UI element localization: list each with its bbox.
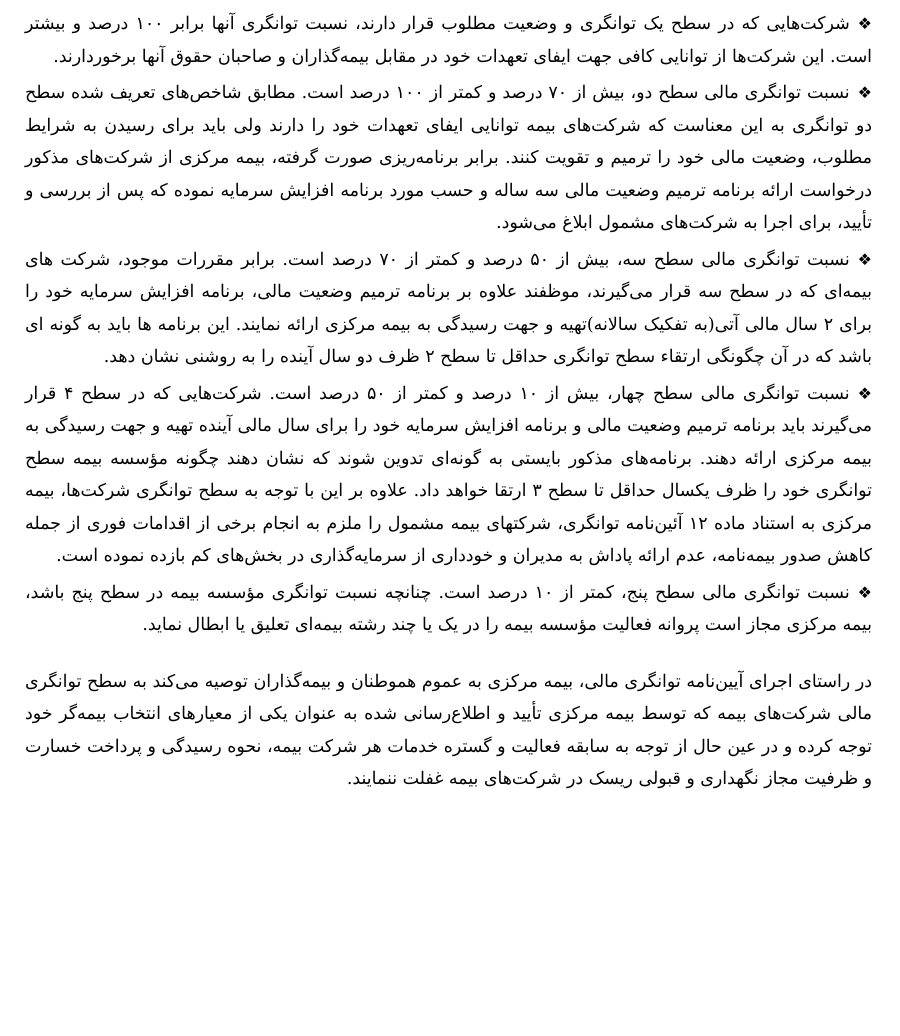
diamond-bullet-icon: ❖ [857, 14, 873, 33]
diamond-bullet-icon: ❖ [857, 383, 872, 403]
diamond-bullet-icon: ❖ [857, 249, 873, 269]
bullet-level-three [25, 244, 872, 374]
bullet-level-two [25, 77, 872, 240]
paragraph-spacer [25, 646, 872, 666]
bullet-level-four [25, 378, 872, 573]
bullet-level-one [25, 8, 872, 73]
bullet-level-three-text: نسبت توانگری مالی سطح سه، بیش از ۵۰ درصد و کمتر از ۷۰ درصد است. برابر مقررات موجود، شرکت های بیمه‌ای که در سطح سه قرار می‌گیرند، موظفند علاوه بر برنامه ترمیم وضعیت مالی، برنامه افزایش سرمایه خود را برای ۲ سال مالی آتی(به تفکیک سالانه)تهیه و جهت رسیدگی به بیمه مرکزی ارائه نمایند. این برنامه ها باید به گونه ای باشد که در آن چگونگی ارتقاء سطح توانگری حداقل تا سطح ۲ ظرف دو سال آینده را به روشنی نشان دهد. [25, 249, 872, 367]
closing-paragraph: در راستای اجرای آیین‌نامه توانگری مالی، بیمه مرکزی به عموم هموطنان و بیمه‌گذاران توصیه می‌کند به سطح توانگری مالی شرکت‌های بیمه که توسط بیمه مرکزی تأیید و اطلاع‌رسانی شده به عنوان یکی از معیارهای انتخاب بیمه‌گر خود توجه کرده و در عین حال از توجه به سابقه فعالیت و گستره خدمات هر شرکت بیمه، نحوه رسیدگی و پرداخت خسارت و ظرفیت مجاز نگهداری و قبولی ریسک در شرکت‌های بیمه غفلت ننمایند. [25, 671, 872, 789]
diamond-bullet-icon: ❖ [857, 83, 872, 102]
bullet-level-one-text: شرکت‌هایی که در سطح یک توانگری و وضعیت مطلوب قرار دارند، نسبت توانگری آنها برابر ۱۰۰ درصد و بیشتر است. این شرکت‌ها از توانایی کافی جهت ایفای تعهدات خود در مقابل بیمه‌گذاران و صاحبان حقوق آنها برخوردارند. [25, 14, 872, 67]
bullet-level-two-text: نسبت توانگری مالی سطح دو، بیش از ۷۰ درصد و کمتر از ۱۰۰ درصد است. مطابق شاخص‌های تعریف شده سطح دو توانگری به این معناست که شرکت‌های بیمه توانایی ایفای تعهدات خود را دارند ولی باید برای رسیدن به شرایط مطلوب، وضعیت مالی خود را ترمیم و تقویت کنند. برابر برنامه‌ریزی صورت گرفته، بیمه مرکزی از شرکت‌های مذکور درخواست ارائه برنامه ترمیم وضعیت مالی سه ساله و حسب مورد برنامه افزایش سرمایه نموده که پس از بررسی و تأیید، برای اجرا به شرکت‌های مشمول ابلاغ می‌شود. [25, 83, 872, 233]
bullet-level-five [25, 577, 872, 642]
bullet-level-four-text: نسبت توانگری مالی سطح چهار، بیش از ۱۰ درصد و کمتر از ۵۰ درصد است. شرکت‌هایی که در سطح ۴ قرار می‌گیرند باید برنامه ترمیم وضعیت مالی و برنامه افزایش سرمایه خود را برای سال مالی آینده تهیه و جهت رسیدگی به بیمه مرکزی ارائه دهند. برنامه‌های مذکور بایستی به گونه‌ای تدوین شوند که نشان دهند چگونه مؤسسه بیمه سطح توانگری خود را ظرف یکسال حداقل تا سطح ۳ ارتقا خواهد داد. علاوه بر این با توجه به سطح توانگری شرکت‌ها، بیمه مرکزی به استناد ماده ۱۲ آئین‌نامه توانگری، شرکتهای بیمه مشمول را ملزم به انجام برخی از اقدامات فوری از جمله کاهش صدور بیمه‌نامه، عدم ارائه پاداش به مدیران و خودداری از سرمایه‌گذاری در بخش‌های کم بازده نموده است. [25, 383, 872, 566]
bullet-level-five-text: نسبت توانگری مالی سطح پنج، کمتر از ۱۰ درصد است. چنانچه نسبت توانگری مؤسسه بیمه در سطح پنج باشد، بیمه مرکزی مجاز است پروانه فعالیت مؤسسه بیمه را در یک یا چند رشته بیمه‌ای تعلیق یا ابطال نماید. [25, 582, 872, 635]
diamond-bullet-icon: ❖ [857, 582, 872, 602]
